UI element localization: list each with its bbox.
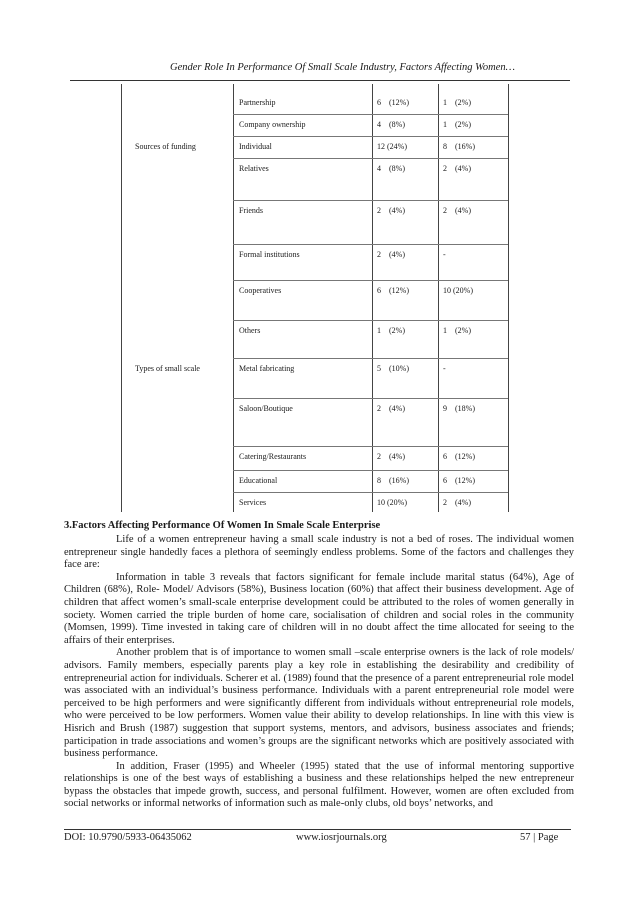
table-count-cell: 2 (4%) [443,498,471,507]
table-group-label: Types of small scale [135,364,200,373]
table-count-cell: 1 (2%) [377,326,405,335]
table-border-col1 [233,84,234,512]
table-row-divider [233,136,508,137]
table-count-cell: 4 (8%) [377,120,405,129]
table-row-divider [233,492,508,493]
table-count-cell: 6 (12%) [377,98,409,107]
running-header: Gender Role In Performance Of Small Scale Industry, Factors Affecting Women… [170,62,515,73]
table-count-cell: - [443,364,446,373]
table-count-cell: 8 (16%) [377,476,409,485]
table-item-cell: Catering/Restaurants [239,452,307,461]
table-count-cell: 1 (2%) [443,326,471,335]
table-item-cell: Educational [239,476,278,485]
table-item-cell: Friends [239,206,263,215]
footer-page-number: 57 | Page [520,832,559,843]
funding-table [121,84,509,512]
footer-website: www.iosrjournals.org [296,832,387,843]
footer-doi: DOI: 10.9790/5933-06435062 [64,832,192,843]
table-count-cell: 12 (24%) [377,142,407,151]
table-count-cell: 2 (4%) [377,250,405,259]
table-item-cell: Individual [239,142,272,151]
table-row-divider [233,200,508,201]
table-count-cell: 6 (12%) [443,476,475,485]
section-title: 3.Factors Affecting Performance Of Women In Smale Scale Enterprise [64,520,381,531]
table-row-divider [233,470,508,471]
table-row-divider [233,244,508,245]
table-count-cell: 1 (2%) [443,120,471,129]
table-item-cell: Cooperatives [239,286,282,295]
table-row-divider [233,280,508,281]
table-border-col2 [372,84,373,512]
table-count-cell: 5 (10%) [377,364,409,373]
table-count-cell: 6 (12%) [443,452,475,461]
table-count-cell: 8 (16%) [443,142,475,151]
table-count-cell: 2 (4%) [443,206,471,215]
paragraph: Another problem that is of importance to women small –scale enterprise owners is the lack of role models/ advisors. Family members, especially parents play a key role in establishing the desirability and credibility of entrepreneurial action for individuals. Scherer et al. (1989) found that the presence of a parent entrepreneurial role model was associated with an individual’s business performance. Individuals with a parent entrepreneurial role model were perceived to be high performers and were significantly different from individuals without entrepreneurial role models, who were perceived to be low performers. Women value their ability to develop relationships. In line with this view is Hisrich and Brush (1987) suggestion that support systems, mentors, and advisors, business associates and friends; participation in trade associations and women’s groups are the significant networks which are positively associated with business performance. [64,647,574,760]
body-text [64,534,574,811]
footer-divider [64,829,571,830]
table-border-col3 [438,84,439,512]
table-count-cell: 10 (20%) [443,286,473,295]
table-item-cell: Saloon/Boutique [239,404,293,413]
paragraph: Life of a women entrepreneur having a small scale industry is not a bed of roses. The individual women entrepreneur single handedly faces a plethora of seemingly endless problems. Some of the factors and challenges they face are: [64,534,574,571]
table-item-cell: Others [239,326,261,335]
table-row-divider [233,114,508,115]
table-row-divider [233,158,508,159]
table-item-cell: Metal fabricating [239,364,295,373]
table-item-cell: Relatives [239,164,269,173]
table-item-cell: Company ownership [239,120,306,129]
table-count-cell: 9 (18%) [443,404,475,413]
table-count-cell: 6 (12%) [377,286,409,295]
table-item-cell: Services [239,498,267,507]
table-count-cell: 2 (4%) [377,206,405,215]
paragraph: In addition, Fraser (1995) and Wheeler (1995) stated that the use of informal mentoring supportive relationships is one of the best ways of establishing a business and these relationships helped the new entrepreneur bypass the obstacles that impede growth, success, and personal fulfilment. However, women are often excluded from social networks or informal networks of information such as male-only clubs, old boys’ networks, and [64,760,574,810]
table-count-cell: - [443,250,446,259]
header-divider [70,80,570,81]
table-border-left [121,84,122,512]
table-count-cell: 2 (4%) [443,164,471,173]
table-group-label: Sources of funding [135,142,196,151]
table-count-cell: 4 (8%) [377,164,405,173]
table-row-divider [233,358,508,359]
table-row-divider [233,320,508,321]
paragraph: Information in table 3 reveals that factors significant for female include marital status (64%), Age of Children (68%), Role- Model/ Advisors (58%), Business location (60%) that affect their business development. Age of children that affect women’s small-scale enterprise development could be attributed to the roles of women generally in society. Women carried the triple burden of home care, socialisation of children and social roles in the community (Momsen, 1999). Time invested in taking care of children will in no doubt affect the time allocated for seeing to the affairs of their enterprises. [64,571,574,646]
table-count-cell: 2 (4%) [377,452,405,461]
table-item-cell: Formal institutions [239,250,300,259]
table-border-right [508,84,509,512]
table-item-cell: Partnership [239,98,276,107]
table-count-cell: 1 (2%) [443,98,471,107]
table-row-divider [233,398,508,399]
table-row-divider [233,446,508,447]
table-count-cell: 2 (4%) [377,404,405,413]
table-count-cell: 10 (20%) [377,498,407,507]
